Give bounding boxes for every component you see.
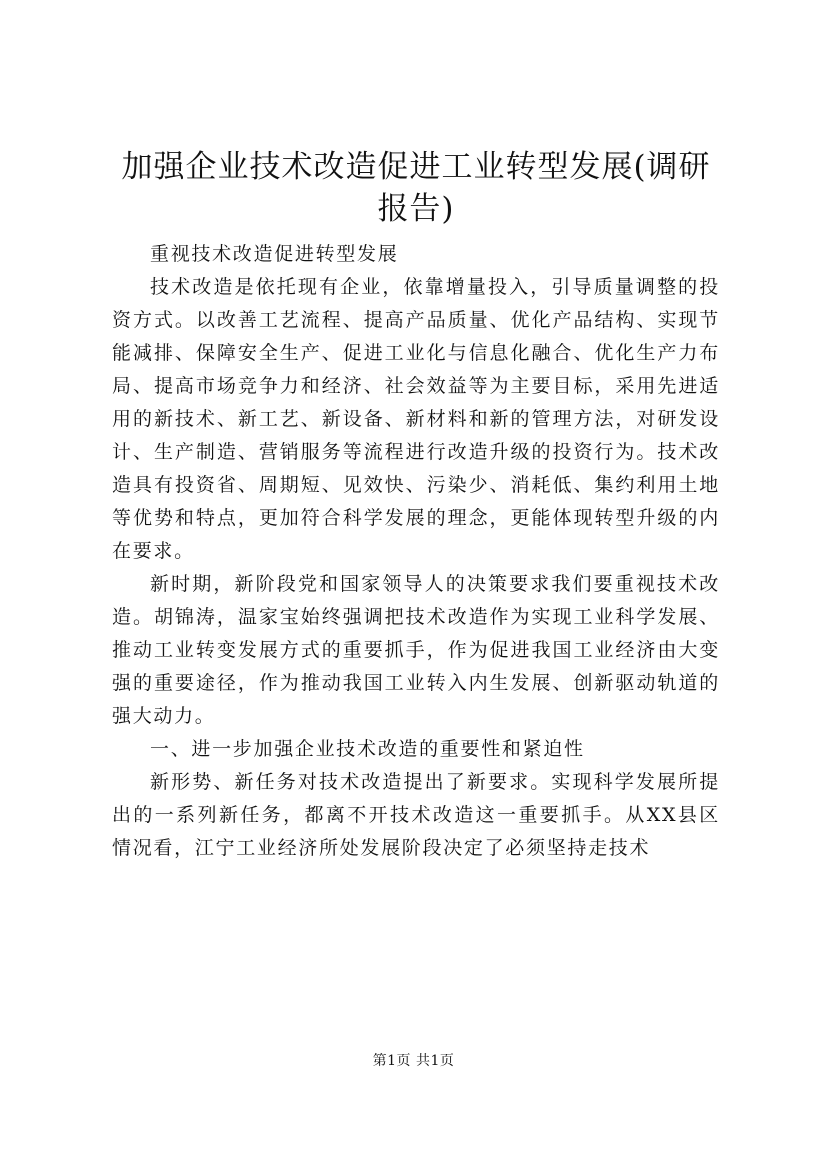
- document-title: 加强企业技术改造促进工业转型发展(调研报告): [121, 149, 711, 227]
- paragraph: 新时期，新阶段党和国家领导人的决策要求我们要重视技术改造。胡锦涛，温家宝始终强调把技术改造作为实现工业科学发展、推动工业转变发展方式的重要抓手，作为促进我国工业经济由大变强的重要途径，作为推动我国工业转入内生发展、创新驱动轨道的强大动力。: [112, 573, 720, 727]
- paragraph: 技术改造是依托现有企业，依靠增量投入，引导质量调整的投资方式。以改善工艺流程、提高产品质量、优化产品结构、实现节能减排、保障安全生产、促进工业化与信息化融合、优化生产力布局、提高市场竞争力和经济、社会效益等为主要目标，采用先进适用的新技术、新工艺、新设备、新材料和新的管理方法，对研发设计、生产制造、营销服务等流程进行改造升级的投资行为。技术改造具有投资省、周期短、见效快、污染少、消耗低、集约利用土地等优势和特点，更加符合科学发展的理念，更能体现转型升级的内在要求。: [112, 276, 720, 562]
- paragraph: 新形势、新任务对技术改造提出了新要求。实现科学发展所提出的一系列新任务，都离不开技术改造这一重要抓手。从XX县区情况看，江宁工业经济所处发展阶段决定了必须坚持走技术: [112, 771, 720, 859]
- page-footer: 第1页 共1页: [372, 1053, 455, 1069]
- section-heading: 重视技术改造促进转型发展: [150, 243, 399, 265]
- document-body: [112, 238, 720, 865]
- section-heading: 一、进一步加强企业技术改造的重要性和紧迫性: [150, 738, 585, 760]
